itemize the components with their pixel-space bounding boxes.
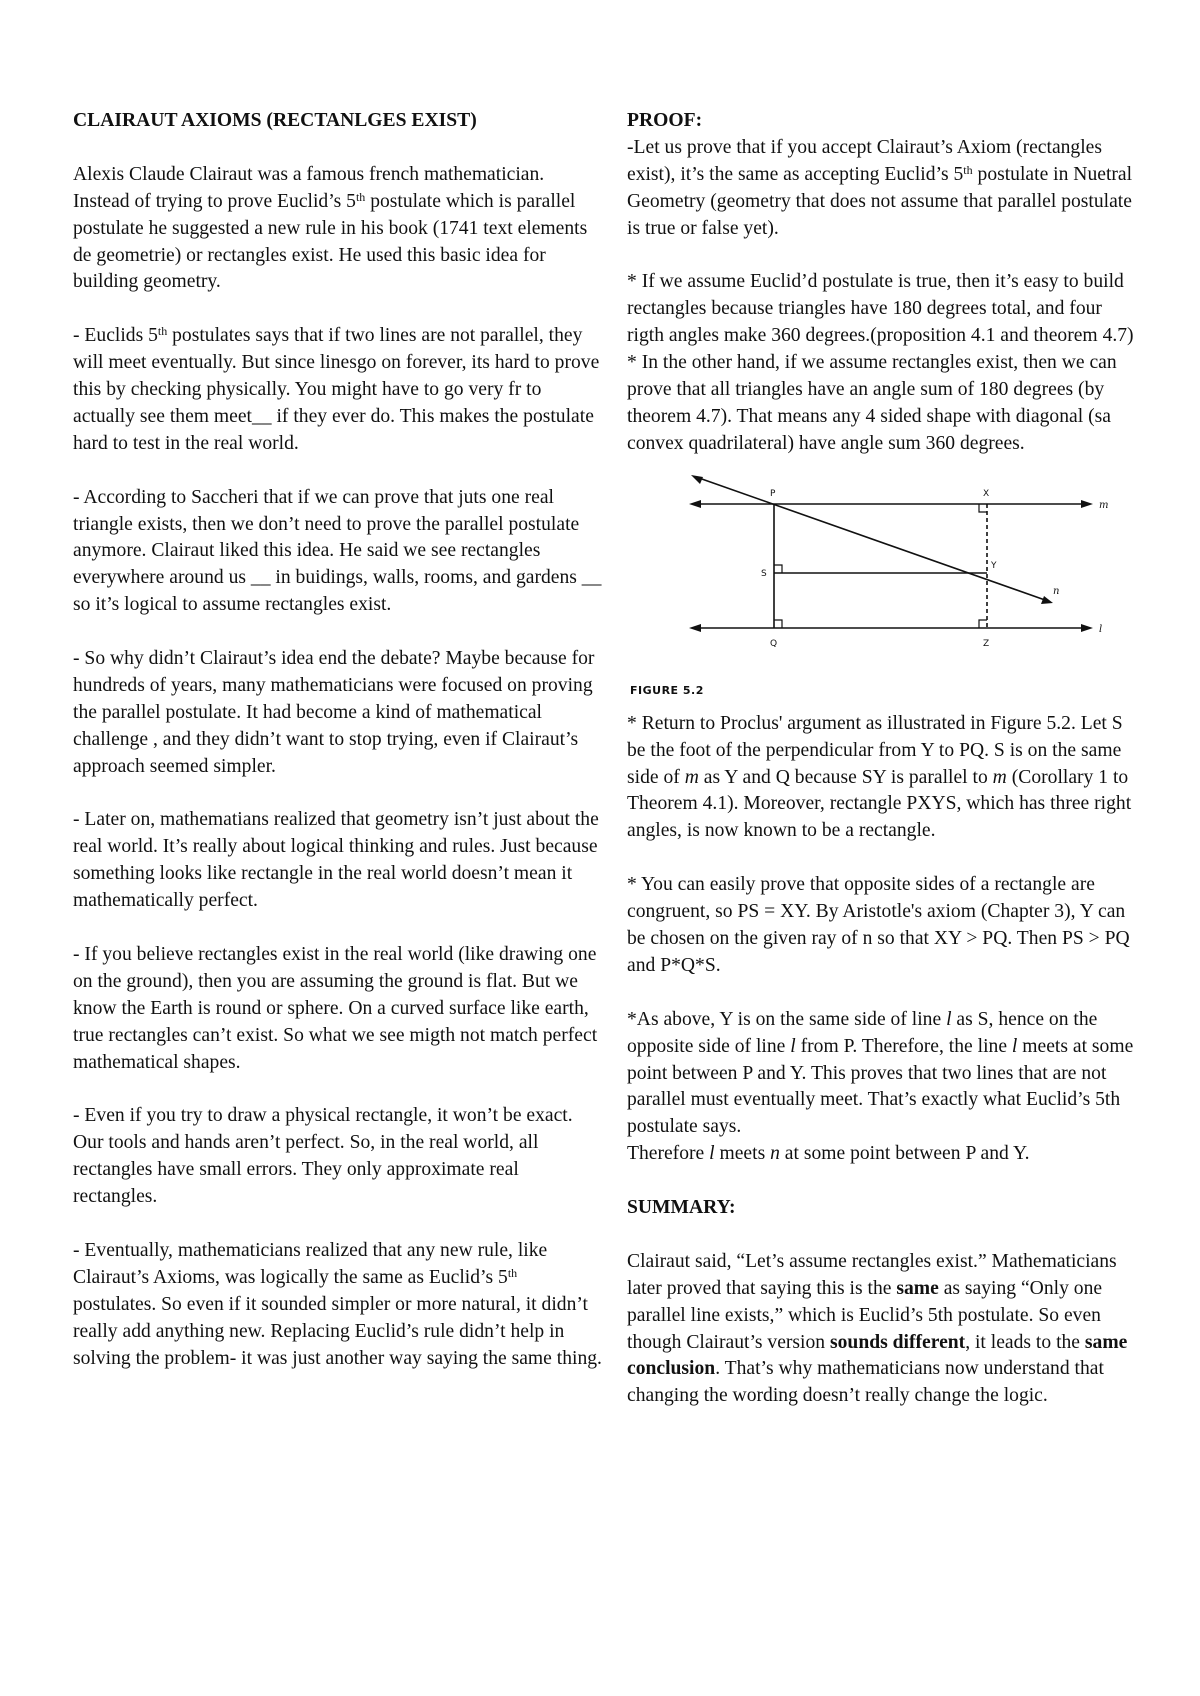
figure-5-2 [627, 470, 1127, 705]
arrow-l-right [1081, 624, 1093, 632]
paragraph-therefore: Therefore l meets n at some point between P and Y. [627, 1143, 1030, 1165]
paragraph-saccheri: - According to Saccheri that if we can prove that juts one real triangle exists, then we don’t need to prove the parallel postulate anymore. Clairaut liked this idea. He said we see rectangles everywhere around us __ in buidings, walls, rooms, and gardens __ so it’s logical to assume rectangles exist. [73, 486, 602, 616]
proof-heading: PROOF: [627, 110, 703, 131]
paragraph-physical-rectangle: - Even if you try to draw a physical rectangle, it won’t be exact. Our tools and hands aren’t perfect. So, in the real world, all rectangles have small errors. They only approximate real rectangles. [73, 1105, 573, 1208]
arrow-n-end [1041, 596, 1053, 604]
paragraph-euclid-fifth: - Euclids 5th postulates says that if two lines are not parallel, they will meet eventually. But since linesgo on forever, its hard to prove this by checking physically. You might have to go very fr to actually see them meet__ if they ever do. This makes the postulate hard to test in the real world. [73, 324, 600, 454]
paragraph-equivalence: - Eventually, mathematicians realized that any new rule, like Clairaut’s Axioms, was logically the same as Euclid’s 5th postulates. So even if it sounded simpler or more natural, it didn’t really add anything new. Replacing Euclid’s rule didn’t help in solving the problem- it was just another way saying the same thing. [73, 1239, 602, 1369]
label-y: Y [991, 560, 997, 571]
label-n: n [1053, 585, 1060, 597]
paragraph-debate: - So why didn’t Clairaut’s idea end the debate? Maybe because for hundreds of years, many mathematicians were focused on proving the parallel postulate. It had become a kind of mathematical challenge , and they didn’t want to stop trying, even if Clairaut’s approach seemed simpler. [73, 648, 595, 777]
line-n [699, 478, 1045, 600]
paragraph-congruent-sides: * You can easily prove that opposite sides of a rectangle are congruent, so PS = XY. By Aristotle's axiom (Chapter 3), Y can be chosen on the given ray of n so that XY > PQ. Then PS > PQ and P*Q*S. [627, 874, 1130, 976]
label-p: P [770, 488, 776, 499]
arrow-n-start [691, 475, 703, 484]
figure-caption: FIGURE 5.2 [630, 683, 704, 697]
paragraph-proof-euclid-implies: * If we assume Euclid’d postulate is true, then it’s easy to build rectangles because triangles have 180 degrees total, and four rigth angles make 360 degrees.(proposition 4.1 and theorem 4.7) [627, 271, 1134, 347]
arrow-m-left [689, 500, 701, 508]
label-q: Q [770, 638, 778, 649]
arrow-l-left [689, 624, 701, 632]
paragraph-curved-surface: - If you believe rectangles exist in the real world (like drawing one on the ground), then you are assuming the ground is flat. But we know the Earth is round or sphere. On a curved surface like earth, true rectangles can’t exist. So what we see migth not match perfect mathematical shapes. [73, 944, 598, 1073]
paragraph-proof-intro: -Let us prove that if you accept Clairaut’s Axiom (rectangles exist), it’s the same as accepting Euclid’s 5th postulate in Nuetral Geometry (geometry that does not assume that parallel postulate is true or false yet). [627, 136, 1133, 239]
label-m: m [1099, 499, 1109, 511]
paragraph-lines-meet: *As above, Y is on the same side of line l as S, hence on the opposite side of line l from P. Therefore, the line l meets at some point between P and Y. This proves that two lines that are not parallel must eventually meet. That’s exactly what Euclid’s 5th postulate says. [627, 1008, 1134, 1138]
right-column [627, 108, 1137, 1410]
label-s: S [761, 568, 767, 579]
paragraph-intro: Alexis Claude Clairaut was a famous french mathematician. Instead of trying to prove Euclid’s 5th postulate which is parallel postulate he suggested a new rule in his book (1741 text elements de geometrie) or rectangles exist. He used this basic idea for building geometry. [73, 163, 588, 293]
right-angle-s [774, 565, 782, 573]
summary-heading: SUMMARY: [627, 1197, 736, 1219]
paragraph-proof-rectangles-imply: * In the other hand, if we assume rectangles exist, then we can prove that all triangles have an angle sum of 180 degrees (by theorem 4.7). That means any 4 sided shape with diagonal (sa convex quadrilateral) have angle sum 360 degrees. [627, 352, 1117, 454]
arrow-m-right [1081, 500, 1093, 508]
right-angle-q [774, 620, 782, 628]
left-column [73, 108, 603, 1372]
label-z: Z [983, 638, 990, 649]
right-angle-x [979, 504, 987, 512]
label-x: X [983, 488, 990, 499]
figure-diagram [627, 470, 1127, 680]
label-l: l [1099, 623, 1103, 635]
paragraph-logical-thinking: - Later on, mathematians realized that geometry isn’t just about the real world. It’s really about logical thinking and rules. Just because something looks like rectangle in the real world doesn’t mean it mathematically perfect. [73, 809, 599, 912]
document-title: CLAIRAUT AXIOMS (RECTANLGES EXIST) [73, 110, 477, 131]
paragraph-summary: Clairaut said, “Let’s assume rectangles exist.” Mathematicians later proved that saying this is the same as saying “Only one parallel line exists,” which is Euclid’s 5th postulate. So even though Clairaut’s version sounds different, it leads to the same conclusion. That’s why mathematicians now understand that changing the wording doesn’t really change the logic. [627, 1250, 1128, 1407]
paragraph-proclus: * Return to Proclus' argument as illustrated in Figure 5.2. Let S be the foot of the perpendicular from Y to PQ. S is on the same side of m as Y and Q because SY is parallel to m (Corollary 1 to Theorem 4.1). Moreover, rectangle PXYS, which has three right angles, is now known to be a rectangle. [627, 712, 1132, 842]
right-angle-z [979, 620, 987, 628]
